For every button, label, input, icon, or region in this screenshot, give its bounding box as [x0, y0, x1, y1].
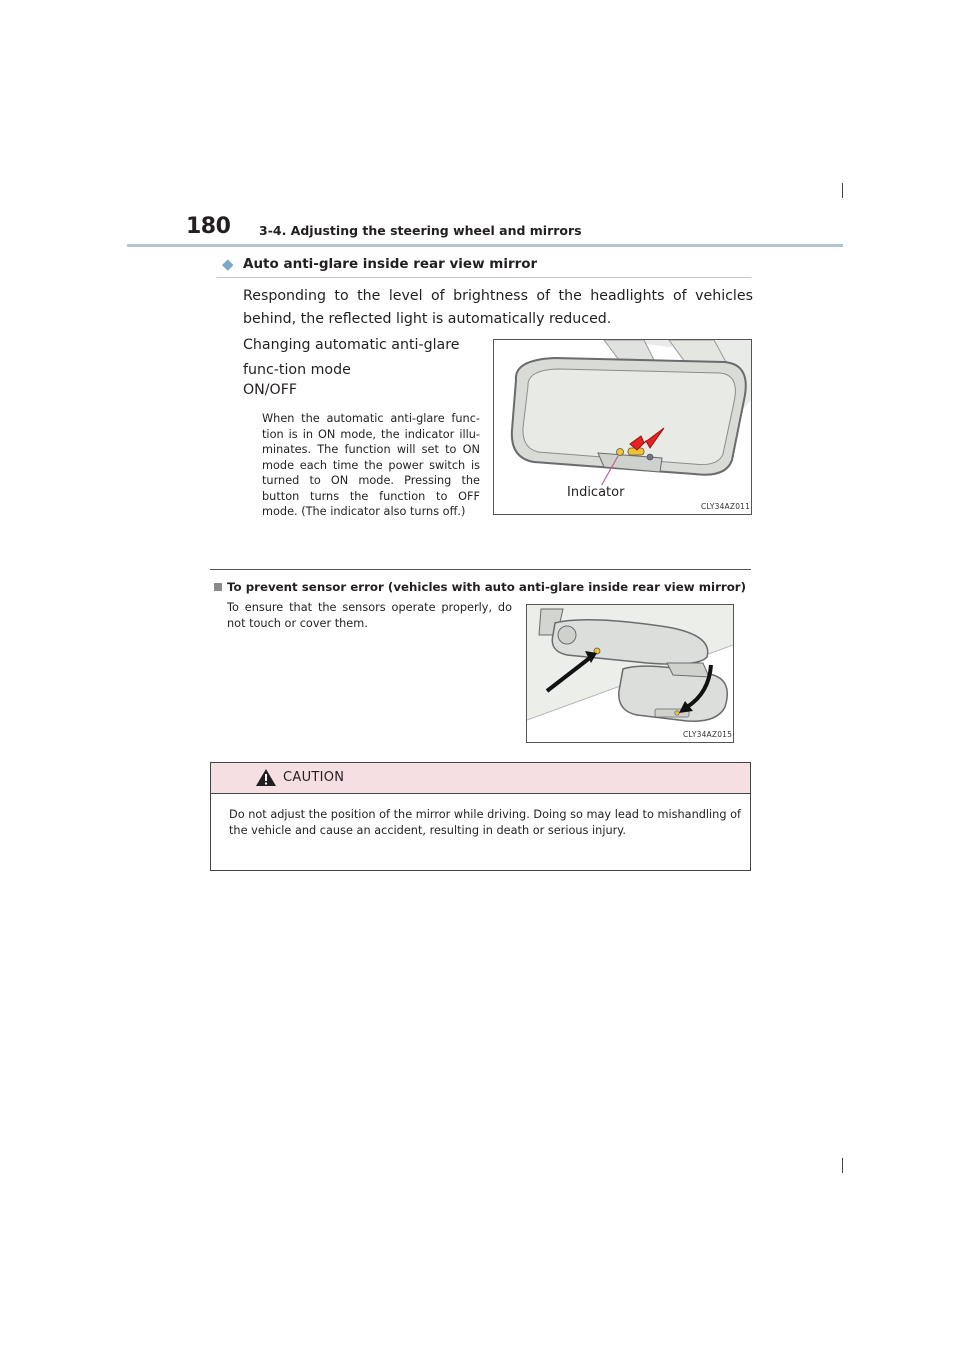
mode-value: ON/OFF [243, 382, 298, 398]
caution-text: Do not adjust the position of the mirror while driving. Doing so may lead to mishandling of the vehicle and cause an accident, resulting in death or serious injury. [229, 808, 741, 837]
caution-header [211, 763, 750, 794]
mode-description: When the automatic anti-glare func-tion is in ON mode, the indicator illu-minates. The function will set to ON mode each time the power switch is turned to ON mode. Pressing the button turns the function to OFF mode. (The indicator also turns off.) [262, 412, 480, 518]
header-rule [127, 244, 843, 247]
crop-mark-top [842, 183, 843, 198]
note-heading-text: To prevent sensor error (vehicles with auto anti-glare inside rear view mirror) [227, 580, 747, 594]
note-rule [210, 569, 751, 570]
subheading-rule [217, 277, 751, 278]
subheading: Auto anti-glare inside rear view mirror [243, 256, 538, 272]
page-number: 180 [186, 214, 231, 239]
note-text: To ensure that the sensors operate properly, do not touch or cover them. [227, 601, 512, 630]
caution-box [210, 762, 751, 871]
diamond-bullet-icon: ◆ [222, 255, 234, 273]
indicator-callout-label: Indicator [564, 485, 627, 500]
sensor-illustration [527, 605, 733, 742]
mode-title: Changing automatic anti-glare func-tion mode [243, 337, 460, 378]
caution-title: CAUTION [283, 770, 345, 785]
figure1-code: CLY34AZ011 [701, 502, 751, 511]
intro-paragraph: Responding to the level of brightness of the headlights of vehicles behind, the reflected light is automatically reduced. [243, 288, 753, 327]
section-title: 3-4. Adjusting the steering wheel and mirrors [259, 223, 582, 238]
note-heading [214, 580, 746, 594]
figure2-code: CLY34AZ015 [683, 730, 733, 739]
warning-triangle-icon [255, 768, 277, 787]
figure-sensor-locations [526, 604, 734, 743]
square-bullet-icon [214, 583, 222, 591]
figure-mirror-indicator [493, 339, 752, 515]
crop-mark-bottom [842, 1158, 843, 1173]
